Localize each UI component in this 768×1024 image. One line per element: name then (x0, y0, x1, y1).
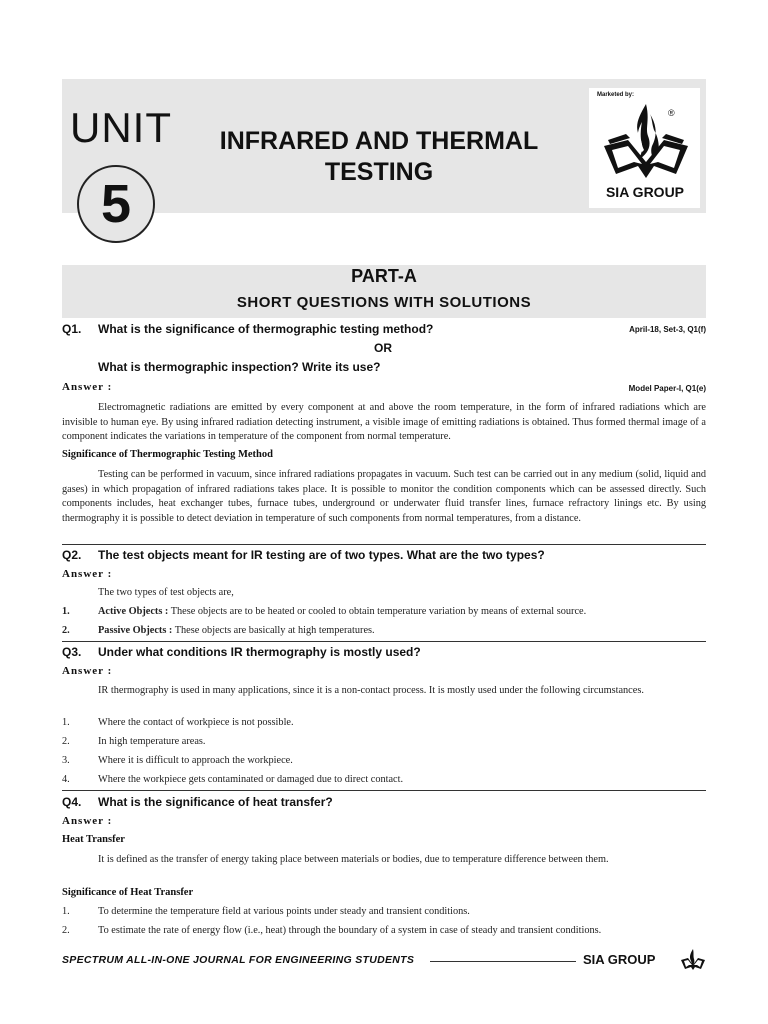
q2-item-2: Passive Objects : These objects are basically at high temperatures. (98, 625, 375, 636)
q2-item-1: Active Objects : These objects are to be heated or cooled to obtain temperature variation by means of external source. (98, 606, 587, 617)
q4-item-2: To estimate the rate of energy flow (i.e., heat) through the boundary of a system in case of steady and transient conditions. (98, 925, 602, 936)
footer-brand: SIA GROUP (583, 952, 656, 967)
q2-item-2-number: 2. (62, 625, 70, 636)
q3-paragraph: IR thermography is used in many applications, since it is a non-contact process. It is mostly used under the following circumstances. (98, 685, 644, 696)
registered-mark: ® (668, 108, 675, 118)
q1-subheading: Significance of Thermographic Testing Method (62, 449, 273, 460)
q1-number: Q1. (62, 322, 82, 336)
q4-subheading-heat-transfer: Heat Transfer (62, 834, 125, 845)
logo-brand-name: SIA GROUP (605, 184, 685, 200)
q4-item-1: To determine the temperature field at various points under steady and transient conditions. (98, 906, 470, 917)
q3-item-4-number: 4. (62, 774, 70, 785)
q4-number: Q4. (62, 795, 82, 809)
unit-label: UNIT (70, 104, 172, 151)
q3-item-1: Where the contact of workpiece is not possible. (98, 717, 294, 728)
q1-model-paper-reference: Model Paper-I, Q1(e) (628, 384, 706, 393)
q3-divider (62, 790, 706, 791)
q2-item-1-number: 1. (62, 606, 70, 617)
q3-item-2-number: 2. (62, 736, 70, 747)
unit-number: 5 (100, 174, 132, 234)
footer-divider (430, 961, 576, 962)
unit-title (180, 126, 578, 188)
q3-item-3: Where it is difficult to approach the workpiece. (98, 755, 293, 766)
unit-title-line-2: TESTING (324, 158, 434, 186)
q1-or: OR (374, 341, 392, 355)
part-title: PART-A (351, 266, 417, 286)
q4-item-1-number: 1. (62, 906, 70, 917)
q2-number: Q2. (62, 548, 82, 562)
q3-item-1-number: 1. (62, 717, 70, 728)
q4-subheading-significance: Significance of Heat Transfer (62, 887, 194, 898)
q1-question: What is the significance of thermographic testing method? (98, 322, 434, 336)
q3-item-4: Where the workpiece gets contaminated or damaged due to direct contact. (98, 774, 404, 785)
sia-book-flame-icon (598, 100, 694, 184)
q1-answer-label: Answer : (62, 381, 113, 393)
q4-answer-label: Answer : (62, 815, 113, 827)
q4-question: What is the significance of heat transfer? (98, 795, 333, 809)
part-subtitle: SHORT QUESTIONS WITH SOLUTIONS (236, 294, 532, 311)
q1-alt-question: What is thermographic inspection? Write its use? (98, 360, 381, 374)
q3-number: Q3. (62, 645, 82, 659)
q2-answer-label: Answer : (62, 568, 113, 580)
footer-sia-logo-icon (680, 948, 706, 970)
q2-intro: The two types of test objects are, (98, 587, 234, 598)
q3-answer-label: Answer : (62, 665, 113, 677)
q4-paragraph: It is defined as the transfer of energy taking place between materials or bodies, due to temperature difference between them. (98, 854, 609, 865)
q2-divider (62, 641, 706, 642)
q4-item-2-number: 2. (62, 925, 70, 936)
q3-item-2: In high temperature areas. (98, 736, 206, 747)
q1-exam-reference: April-18, Set-3, Q1(f) (629, 325, 706, 334)
q2-question: The test objects meant for IR testing are of two types. What are the two types? (98, 548, 545, 562)
unit-number-badge (77, 165, 155, 243)
q3-question: Under what conditions IR thermography is mostly used? (98, 645, 421, 659)
logo-marketed-by: Marketed by: (597, 92, 635, 98)
q1-divider (62, 544, 706, 545)
unit-title-line-1: INFRARED AND THERMAL (219, 127, 539, 155)
q1-paragraph-2: Testing can be performed in vacuum, since infrared radiations propagates in vacuum. Such test can be carried out in any medium (solid, liquid and gases) in which propagation of infrared radiations takes place. It is possible to monitor the condition components which can be assessed directly. Such components includes, heat exchanger tubes, furnace tubes, underground or underwater fluid transfer lines, furnace refractory linings etc. By using thermography it is possible to detect deviation in temperature of such components from normal temperatures, from a distance. (62, 469, 706, 524)
q3-item-3-number: 3. (62, 755, 70, 766)
footer-journal-title: SPECTRUM ALL-IN-ONE JOURNAL FOR ENGINEERING STUDENTS (62, 954, 415, 966)
q1-paragraph-1: Electromagnetic radiations are emitted by every component at and above the room temperature, in the form of infrared radiations which are invisible to human eye. By using infrared radiation detecting instrument, a visible image of emitting radiations is obtained. Thus formed thermal image of a component indicates the variations in temperature of the component from normal temperature. (62, 402, 706, 442)
